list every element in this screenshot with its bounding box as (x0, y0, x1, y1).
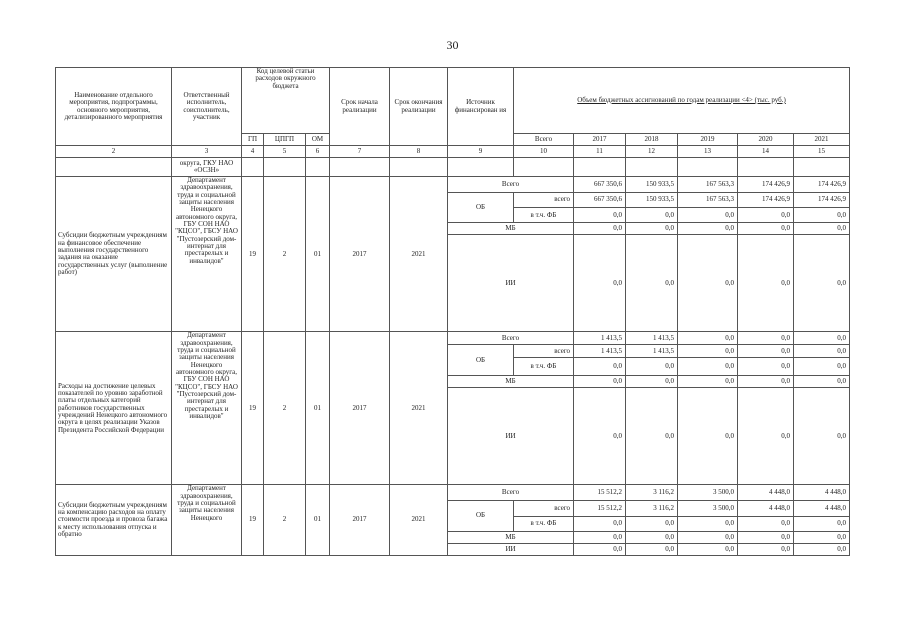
header-source: Источник финансирован ия (448, 68, 514, 146)
amount-cell: 0,0 (626, 388, 678, 485)
cont-empty (448, 158, 514, 177)
header-cpgp: ЦПГП (264, 134, 306, 146)
amount-cell: 3 116,2 (626, 501, 678, 517)
amount-cell: 1 413,5 (574, 332, 626, 345)
amount-cell: 0,0 (738, 345, 794, 358)
code-om: 01 (306, 177, 330, 332)
header-om: ОМ (306, 134, 330, 146)
amount-cell: 0,0 (794, 223, 850, 235)
cont-empty (794, 158, 850, 177)
header-volume: Объем бюджетных ассигнований по годам реализации <4> (тыс. руб.) (514, 68, 850, 134)
column-number: 3 (172, 146, 242, 158)
amount-cell: 0,0 (678, 543, 738, 555)
amount-cell: 1 413,5 (626, 332, 678, 345)
amount-cell: 0,0 (738, 388, 794, 485)
cont-empty (626, 158, 678, 177)
source-total: Всего (448, 485, 574, 501)
amount-cell: 0,0 (794, 358, 850, 376)
amount-cell: 0,0 (794, 531, 850, 543)
header-name: Наименование отдельного мероприятия, подпрограммы, основного мероприятия, детализированного мероприятия (56, 68, 172, 146)
amount-cell: 0,0 (678, 358, 738, 376)
amount-cell: 0,0 (574, 543, 626, 555)
amount-cell: 0,0 (678, 388, 738, 485)
start-year: 2017 (330, 332, 390, 485)
column-number: 7 (330, 146, 390, 158)
source-mb: МБ (448, 531, 574, 543)
cont-empty (330, 158, 390, 177)
table-row (56, 485, 850, 501)
column-number: 15 (794, 146, 850, 158)
continuation-row (56, 158, 850, 177)
amount-cell: 4 448,0 (738, 501, 794, 517)
amount-cell: 0,0 (738, 208, 794, 223)
amount-cell: 0,0 (794, 543, 850, 555)
amount-cell: 0,0 (794, 516, 850, 531)
column-number-row (56, 146, 850, 158)
amount-cell: 1 413,5 (626, 345, 678, 358)
amount-cell: 15 512,2 (574, 485, 626, 501)
amount-cell: 0,0 (626, 531, 678, 543)
amount-cell: 0,0 (794, 388, 850, 485)
amount-cell: 0,0 (574, 358, 626, 376)
amount-cell: 667 350,6 (574, 177, 626, 193)
header-total: Всего (514, 134, 574, 146)
source-ob: ОБ (448, 192, 514, 223)
amount-cell: 15 512,2 (574, 501, 626, 517)
code-cpgp: 2 (264, 485, 306, 555)
code-cpgp: 2 (264, 332, 306, 485)
amount-cell: 0,0 (626, 516, 678, 531)
source-ob: ОБ (448, 501, 514, 532)
measure-name: Субсидии бюджетным учреждениям на финансовое обеспечение выполнения государственного задания на оказание государственных услуг (выполнение работ) (56, 177, 172, 332)
amount-cell: 0,0 (678, 345, 738, 358)
amount-cell: 4 448,0 (794, 485, 850, 501)
column-number: 14 (738, 146, 794, 158)
amount-cell: 0,0 (626, 358, 678, 376)
amount-cell: 0,0 (794, 376, 850, 388)
source-mb: МБ (448, 223, 574, 235)
code-om: 01 (306, 332, 330, 485)
amount-cell: 0,0 (626, 376, 678, 388)
amount-cell: 0,0 (626, 223, 678, 235)
cont-empty (390, 158, 448, 177)
amount-cell: 1 413,5 (574, 345, 626, 358)
amount-cell: 0,0 (738, 531, 794, 543)
cont-empty (514, 158, 574, 177)
amount-cell: 667 350,6 (574, 192, 626, 208)
page-number: 30 (446, 38, 459, 52)
table-row (56, 177, 850, 193)
source-total: Всего (448, 332, 574, 345)
amount-cell: 0,0 (738, 376, 794, 388)
amount-cell: 0,0 (574, 388, 626, 485)
column-number: 11 (574, 146, 626, 158)
amount-cell: 0,0 (678, 516, 738, 531)
column-number: 13 (678, 146, 738, 158)
cont-empty (738, 158, 794, 177)
amount-cell: 3 500,0 (678, 501, 738, 517)
column-number: 2 (56, 146, 172, 158)
source-ii: ИИ (448, 388, 574, 485)
cont-empty (264, 158, 306, 177)
header-year: 2017 (574, 134, 626, 146)
amount-cell: 0,0 (574, 223, 626, 235)
end-year: 2021 (390, 332, 448, 485)
amount-cell: 0,0 (794, 208, 850, 223)
amount-cell: 0,0 (738, 332, 794, 345)
source-ob-total: всего (514, 501, 574, 517)
source-ob-total: всего (514, 192, 574, 208)
header-year: 2018 (626, 134, 678, 146)
code-om: 01 (306, 485, 330, 555)
amount-cell: 167 563,3 (678, 177, 738, 193)
amount-cell: 150 933,5 (626, 192, 678, 208)
amount-cell: 174 426,9 (794, 177, 850, 193)
cont-empty (678, 158, 738, 177)
source-ob-total: всего (514, 345, 574, 358)
amount-cell: 0,0 (626, 208, 678, 223)
amount-cell: 0,0 (574, 516, 626, 531)
column-number: 12 (626, 146, 678, 158)
amount-cell: 174 426,9 (738, 192, 794, 208)
amount-cell: 174 426,9 (794, 192, 850, 208)
source-ob-fb: в т.ч. ФБ (514, 516, 574, 531)
end-year: 2021 (390, 485, 448, 555)
amount-cell: 0,0 (738, 223, 794, 235)
amount-cell: 150 933,5 (626, 177, 678, 193)
measure-name: Субсидии бюджетным учреждениям на компенсацию расходов на оплату стоимости проезда и провоза багажа к месту использования отпуска и обратно (56, 485, 172, 555)
column-number: 10 (514, 146, 574, 158)
amount-cell: 0,0 (626, 543, 678, 555)
table-row (56, 332, 850, 345)
amount-cell: 0,0 (678, 235, 738, 332)
amount-cell: 0,0 (794, 332, 850, 345)
source-ob-fb: в т.ч. ФБ (514, 208, 574, 223)
cont-empty (306, 158, 330, 177)
measure-name: Расходы на достижение целевых показателей по уровню заработной платы отдельных категорий работников государственных учреждений Ненецкого автономного округа в целях реализации Указов Президента Российской Федерации (56, 332, 172, 485)
source-total: Всего (448, 177, 574, 193)
amount-cell: 174 426,9 (738, 177, 794, 193)
code-gp: 19 (242, 332, 264, 485)
end-year: 2021 (390, 177, 448, 332)
amount-cell: 0,0 (738, 516, 794, 531)
measure-exec: Департамент здравоохранения, труда и социальной защиты населения Ненецкого автономного округа, ГБУ СОН НАО "КЦСО", ГБСУ НАО "Пустозерский дом-интернат для престарелых и инвалидов" (172, 177, 242, 332)
cont-empty (56, 158, 172, 177)
column-number: 5 (264, 146, 306, 158)
header-exec: Ответственный исполнитель, соисполнитель, участник (172, 68, 242, 146)
header-code: Код целевой статьи расходов окружного бюджета (242, 68, 330, 134)
header-end: Срок окончания реализации (390, 68, 448, 146)
source-ob: ОБ (448, 345, 514, 376)
amount-cell: 0,0 (574, 208, 626, 223)
header-year: 2021 (794, 134, 850, 146)
amount-cell: 0,0 (574, 235, 626, 332)
header-year: 2020 (738, 134, 794, 146)
amount-cell: 0,0 (738, 543, 794, 555)
header-gp: ГП (242, 134, 264, 146)
amount-cell: 0,0 (794, 235, 850, 332)
header-year: 2019 (678, 134, 738, 146)
amount-cell: 3 116,2 (626, 485, 678, 501)
source-ob-fb: в т.ч. ФБ (514, 358, 574, 376)
cont-exec: округа, ГКУ НАО «ОСЗН» (172, 158, 242, 177)
code-gp: 19 (242, 177, 264, 332)
amount-cell: 0,0 (794, 345, 850, 358)
start-year: 2017 (330, 177, 390, 332)
amount-cell: 0,0 (678, 223, 738, 235)
code-gp: 19 (242, 485, 264, 555)
amount-cell: 0,0 (738, 235, 794, 332)
amount-cell: 0,0 (678, 376, 738, 388)
amount-cell: 0,0 (574, 531, 626, 543)
budget-table (55, 67, 850, 556)
amount-cell: 3 500,0 (678, 485, 738, 501)
cont-empty (574, 158, 626, 177)
measure-exec: Департамент здравоохранения, труда и социальной защиты населения Ненецкого (172, 485, 242, 555)
code-cpgp: 2 (264, 177, 306, 332)
header-row-1 (56, 68, 850, 134)
cont-empty (242, 158, 264, 177)
column-number: 4 (242, 146, 264, 158)
amount-cell: 0,0 (678, 531, 738, 543)
start-year: 2017 (330, 485, 390, 555)
measure-exec: Департамент здравоохранения, труда и социальной защиты населения Ненецкого автономного округа, ГБУ СОН НАО "КЦСО", ГБСУ НАО "Пустозерский дом-интернат для престарелых и инвалидов" (172, 332, 242, 485)
source-mb: МБ (448, 376, 574, 388)
source-ii: ИИ (448, 543, 574, 555)
amount-cell: 4 448,0 (794, 501, 850, 517)
amount-cell: 0,0 (626, 235, 678, 332)
column-number: 9 (448, 146, 514, 158)
amount-cell: 0,0 (574, 376, 626, 388)
column-number: 8 (390, 146, 448, 158)
amount-cell: 0,0 (678, 208, 738, 223)
amount-cell: 4 448,0 (738, 485, 794, 501)
amount-cell: 0,0 (678, 332, 738, 345)
amount-cell: 167 563,3 (678, 192, 738, 208)
amount-cell: 0,0 (738, 358, 794, 376)
source-ii: ИИ (448, 235, 574, 332)
header-start: Срок начала реализации (330, 68, 390, 146)
column-number: 6 (306, 146, 330, 158)
